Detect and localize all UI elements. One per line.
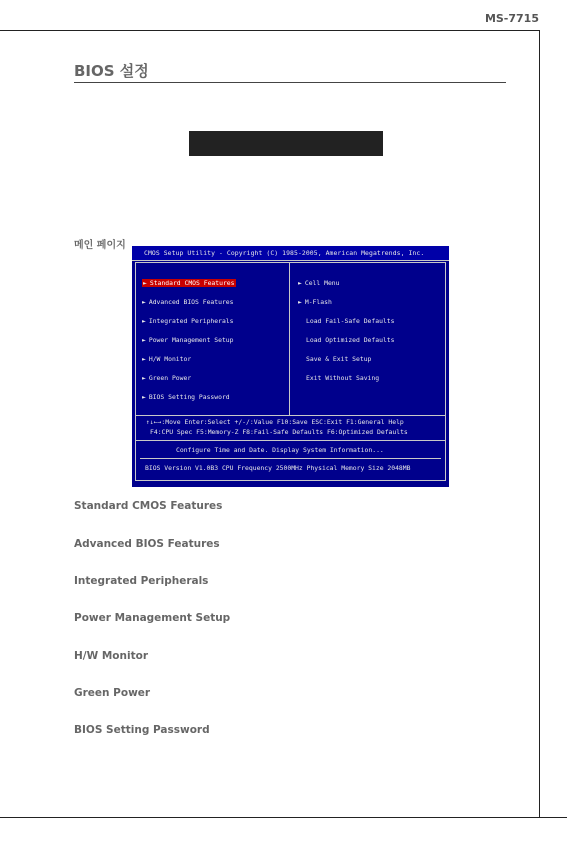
right-arrow-icon: ► [142, 317, 146, 325]
main-page-label: 메인 페이지 [74, 240, 126, 251]
section-integrated-peripherals: Integrated Peripherals [74, 575, 209, 587]
bios-menu-box [135, 262, 446, 416]
right-arrow-icon: ► [143, 279, 147, 287]
bios-menu-setting-password[interactable] [142, 393, 230, 401]
title-underline [74, 82, 506, 83]
bios-header-text: CMOS Setup Utility - Copyright (C) 1985-2005, American Megatrends, Inc. [144, 249, 425, 257]
bios-version-line: BIOS Version V1.0B3 CPU Frequency 2500MHz Physical Memory Size 2048MB [145, 464, 411, 472]
bios-menu-cell-menu[interactable] [298, 279, 340, 287]
right-arrow-icon: ► [142, 336, 146, 344]
menu-label: Advanced BIOS Features [148, 298, 234, 306]
bios-menu-load-optimized[interactable]: Load Optimized Defaults [306, 336, 395, 344]
right-arrow-icon: ► [298, 298, 302, 306]
bios-menu-divider [289, 263, 290, 415]
right-arrow-icon: ► [142, 393, 146, 401]
right-arrow-icon: ► [142, 374, 146, 382]
bios-info-box [135, 440, 446, 481]
bios-menu-save-exit[interactable]: Save & Exit Setup [306, 355, 372, 363]
page-title: BIOS 설정 [74, 62, 149, 80]
bios-help-line-2: F4:CPU Spec F5:Memory-Z F8:Fail-Safe Defaults F6:Optimized Defaults [150, 428, 408, 436]
bios-menu-power-management[interactable] [142, 336, 234, 344]
bios-description: Configure Time and Date. Display System Information... [176, 446, 384, 454]
bios-menu-hw-monitor[interactable] [142, 355, 191, 363]
bios-menu-advanced-bios[interactable] [142, 298, 234, 306]
model-number: MS-7715 [484, 12, 539, 25]
bios-menu-standard-cmos[interactable] [142, 279, 236, 287]
menu-label: Cell Menu [304, 279, 340, 287]
bottom-rule [0, 817, 567, 818]
right-margin-rule [539, 30, 540, 818]
section-setting-password: BIOS Setting Password [74, 724, 210, 736]
menu-label: Standard CMOS Features [149, 279, 235, 287]
section-power-management: Power Management Setup [74, 612, 231, 624]
right-arrow-icon: ► [298, 279, 302, 287]
menu-label: H/W Monitor [148, 355, 192, 363]
top-rule [0, 30, 540, 31]
right-arrow-icon: ► [142, 298, 146, 306]
section-standard-cmos: Standard CMOS Features [74, 500, 223, 512]
bios-header [132, 246, 449, 261]
menu-label: Power Management Setup [148, 336, 234, 344]
bios-screenshot [132, 246, 449, 487]
section-green-power: Green Power [74, 687, 151, 699]
bios-menu-exit-without-saving[interactable]: Exit Without Saving [306, 374, 380, 382]
bios-menu-green-power[interactable] [142, 374, 191, 382]
right-arrow-icon: ► [142, 355, 146, 363]
menu-label: M-Flash [304, 298, 332, 306]
menu-label: Green Power [148, 374, 192, 382]
bios-menu-load-failsafe[interactable]: Load Fail-Safe Defaults [306, 317, 395, 325]
section-advanced-bios: Advanced BIOS Features [74, 538, 220, 550]
bios-menu-integrated-peripherals[interactable] [142, 317, 234, 325]
section-hw-monitor: H/W Monitor [74, 650, 149, 662]
redacted-bar [189, 131, 383, 156]
bios-info-divider [140, 458, 441, 459]
menu-label: Integrated Peripherals [148, 317, 234, 325]
bios-help-box [135, 414, 446, 441]
bios-help-line-1: ↑↓←→:Move Enter:Select +/-/:Value F10:Save ESC:Exit F1:General Help [146, 418, 404, 426]
menu-label: BIOS Setting Password [148, 393, 230, 401]
bios-menu-m-flash[interactable] [298, 298, 332, 306]
